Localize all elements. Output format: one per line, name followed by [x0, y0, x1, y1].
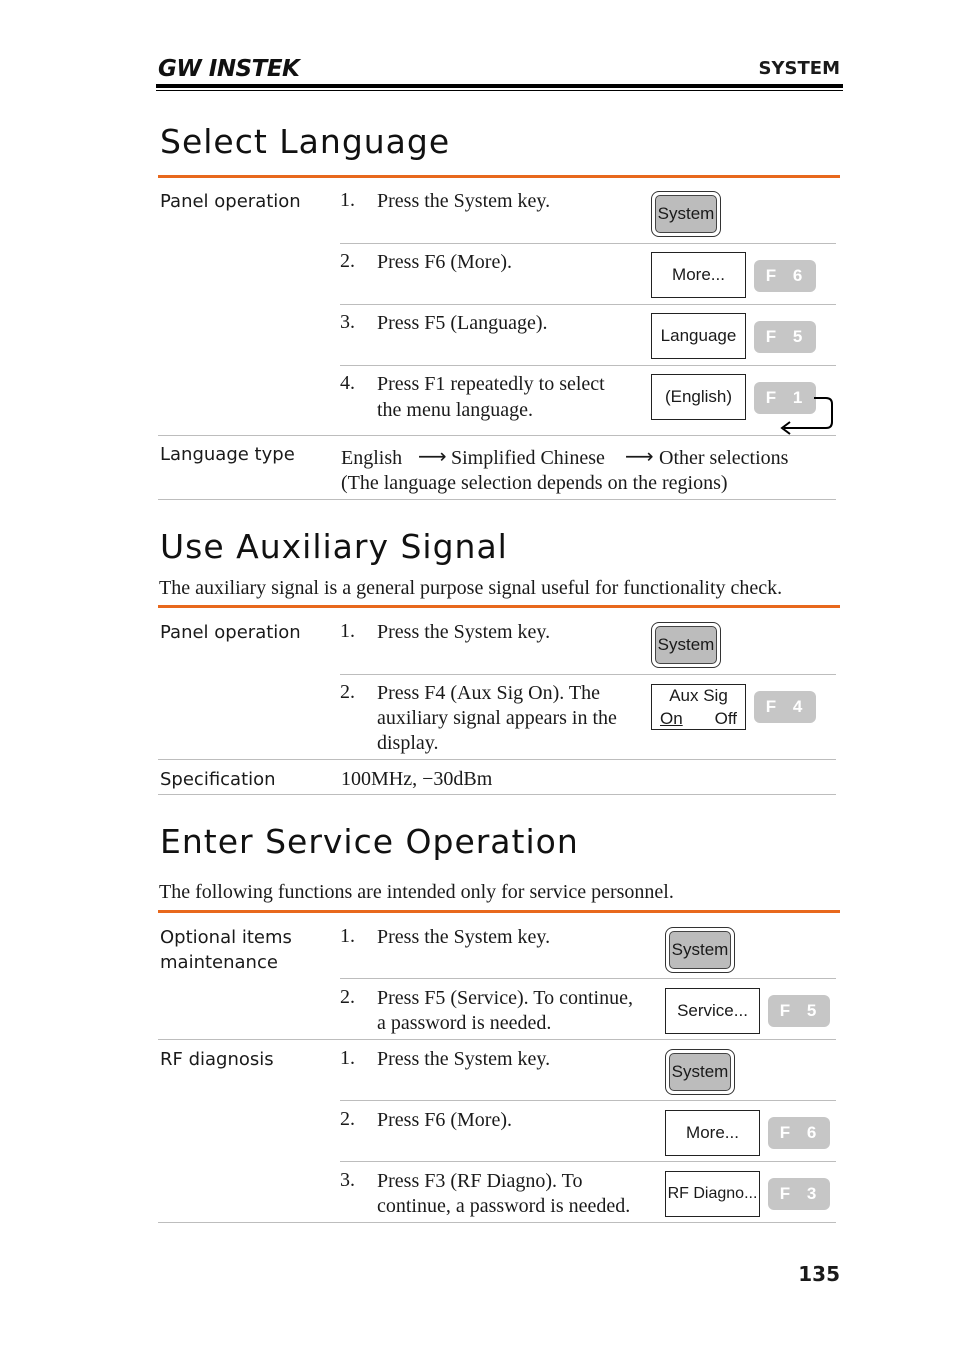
row-divider: [340, 1100, 836, 1101]
softkey-service: Service...: [665, 988, 760, 1034]
softkey-language: Language: [651, 313, 746, 359]
right-arrow-icon: ⟶: [625, 444, 654, 468]
step-text-line2: auxiliary signal appears in the: [377, 707, 617, 729]
softkey-more: More...: [651, 252, 746, 298]
softkey-aux-sig-on: On: [660, 709, 683, 728]
row-divider: [158, 794, 836, 795]
panel-operation-label: Panel operation: [160, 191, 301, 212]
language-type-label: Language type: [160, 444, 295, 465]
heading-select-language: Select Language: [160, 122, 451, 161]
step-text-line2: a password is needed.: [377, 1012, 552, 1034]
system-key-label: System: [655, 195, 717, 233]
row-divider: [158, 499, 836, 500]
row-divider: [340, 365, 836, 366]
step-text-line1: Press F5 (Service). To continue,: [377, 987, 633, 1009]
row-divider: [340, 1161, 836, 1162]
system-key-label: System: [655, 626, 717, 664]
step-text: Press the System key.: [377, 190, 551, 212]
step-text: Press the System key.: [377, 621, 551, 643]
step-number: 2.: [340, 681, 355, 703]
heading-aux-signal: Use Auxiliary Signal: [160, 527, 508, 566]
softkey-more: More...: [665, 1110, 760, 1156]
step-number: 2.: [340, 250, 355, 272]
row-divider: [340, 978, 836, 979]
specification-value: 100MHz, −30dBm: [341, 768, 493, 790]
system-key: [651, 191, 721, 237]
step-number: 3.: [340, 1169, 355, 1191]
row-divider: [158, 435, 836, 436]
function-key-f5: F 5: [754, 321, 816, 353]
step-text-line1: Press F4 (Aux Sig On). The: [377, 682, 600, 704]
step-text-line2: the menu language.: [377, 399, 534, 421]
orange-rule: [158, 910, 840, 913]
panel-operation-label: Panel operation: [160, 622, 301, 643]
step-text-line2: continue, a password is needed.: [377, 1195, 631, 1217]
step-number: 3.: [340, 311, 355, 333]
row-divider: [340, 304, 836, 305]
system-key-label: System: [669, 1053, 731, 1091]
row-divider: [158, 1222, 836, 1223]
function-key-f3: F 3: [768, 1178, 830, 1210]
step-number: 1.: [340, 1047, 355, 1069]
orange-rule: [158, 605, 840, 608]
language-other: Other selections: [659, 447, 789, 469]
softkey-rf-diagno: RF Diagno...: [665, 1171, 760, 1217]
step-number: 1.: [340, 620, 355, 642]
step-text-line1: Press F3 (RF Diagno). To: [377, 1170, 583, 1192]
step-number: 2.: [340, 1108, 355, 1130]
step-text: Press the System key.: [377, 1048, 551, 1070]
header-rule-thin: [156, 90, 843, 91]
row-divider: [158, 1039, 836, 1040]
row-divider: [340, 674, 836, 675]
function-key-f5: F 5: [768, 995, 830, 1027]
page-number: 135: [798, 1262, 840, 1286]
function-key-f6: F 6: [768, 1117, 830, 1149]
system-key-label: System: [669, 931, 731, 969]
maintenance-label: maintenance: [160, 952, 278, 973]
system-key: [665, 1049, 735, 1095]
heading-service: Enter Service Operation: [160, 822, 579, 861]
system-key: [651, 622, 721, 668]
row-divider: [158, 759, 836, 760]
row-divider: [340, 243, 836, 244]
step-number: 2.: [340, 986, 355, 1008]
header-rule: [156, 84, 843, 88]
step-text: Press F5 (Language).: [377, 312, 548, 334]
softkey-aux-sig-title: Aux Sig: [669, 686, 728, 705]
aux-intro: The auxiliary signal is a general purpose signal useful for functionality check.: [159, 577, 783, 599]
section-title: SYSTEM: [758, 58, 840, 79]
function-key-f4: F 4: [754, 691, 816, 723]
function-key-f1: F 1: [754, 382, 816, 414]
service-intro: The following functions are intended only for service personnel.: [159, 881, 674, 903]
step-text-line1: Press F1 repeatedly to select: [377, 373, 605, 395]
language-note: (The language selection depends on the regions): [341, 472, 728, 494]
step-number: 4.: [340, 372, 355, 394]
language-english: English: [341, 447, 403, 469]
orange-rule: [158, 175, 840, 178]
rf-diagnosis-label: RF diagnosis: [160, 1049, 274, 1070]
step-number: 1.: [340, 189, 355, 211]
softkey-aux-sig: [651, 684, 746, 730]
system-key: [665, 927, 735, 973]
softkey-english: (English): [651, 374, 746, 420]
brand-logo: GW INSTEK: [158, 56, 300, 82]
function-key-f6: F 6: [754, 260, 816, 292]
optional-items-label: Optional items: [160, 927, 292, 948]
step-text-line3: display.: [377, 732, 439, 754]
softkey-aux-sig-off: Off: [714, 709, 737, 728]
specification-label: Specification: [160, 769, 276, 790]
step-text: Press the System key.: [377, 926, 551, 948]
step-text: Press F6 (More).: [377, 1109, 512, 1131]
repeat-arrow-icon: [776, 395, 836, 435]
right-arrow-icon: ⟶: [418, 444, 447, 468]
step-number: 1.: [340, 925, 355, 947]
step-text: Press F6 (More).: [377, 251, 512, 273]
language-simplified-chinese: Simplified Chinese: [451, 447, 605, 469]
